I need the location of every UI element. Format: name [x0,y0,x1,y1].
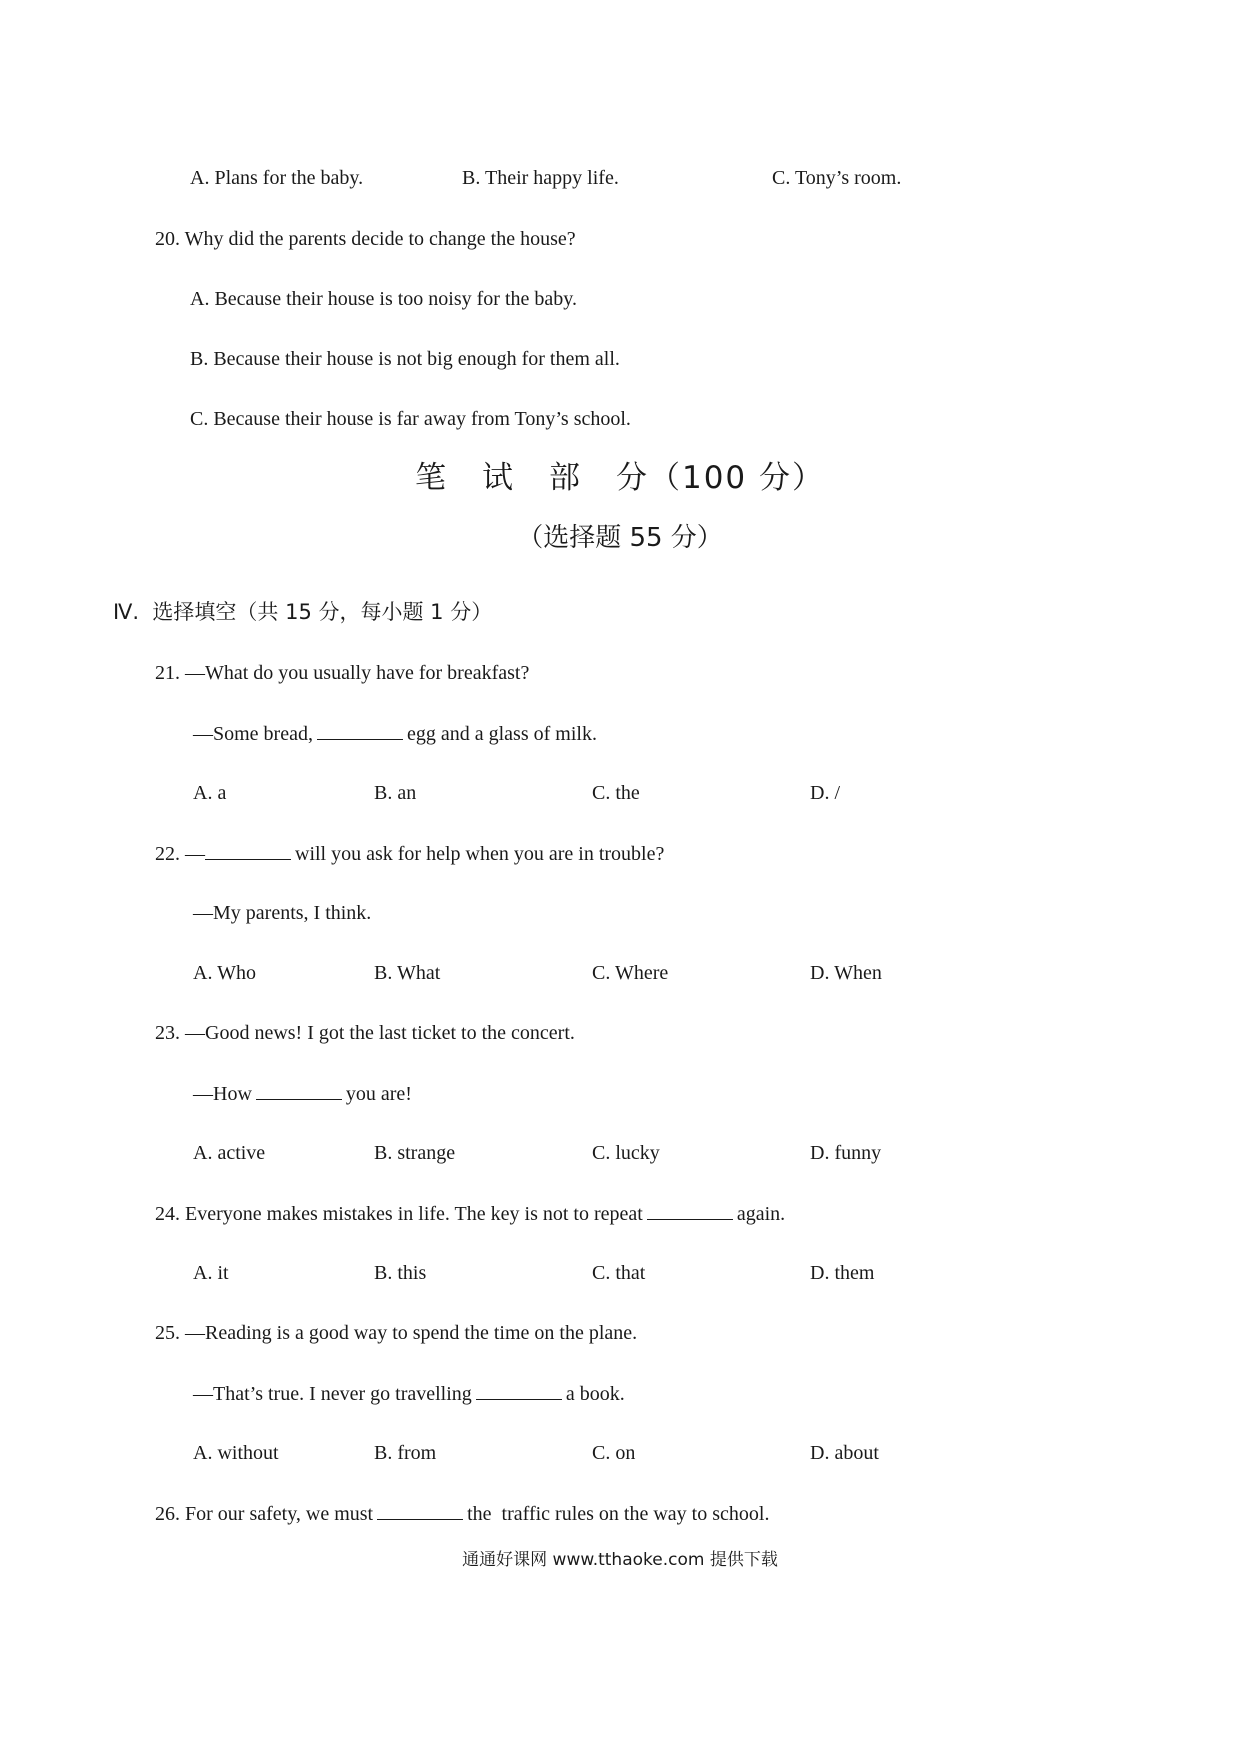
q21-line2 [193,721,597,746]
q22-stem [155,841,664,866]
heading-char-1: 笔 [414,460,448,496]
q22-stem-post: will you ask for help when you are in trouble? [295,843,665,865]
q25-option-c: C. on [592,1442,636,1464]
q21-stem: 21. —What do you usually have for breakfast? [155,662,530,684]
q22-option-b: B. What [374,962,441,984]
q25-line2 [193,1381,625,1406]
answer-blank [476,1381,562,1400]
heading-char-3: 部 [548,460,582,496]
q22-line2: —My parents, I think. [193,902,372,924]
q22-stem-pre: 22. — [155,843,205,865]
q23-option-b: B. strange [374,1142,456,1164]
choice-subtitle: （选择题 55 分） [517,523,723,553]
q21-option-a: A. a [193,782,227,804]
q23-line2-post: you are! [345,1083,412,1105]
q20-stem: 20. Why did the parents decide to change the house? [155,228,576,250]
q21-line2-pre: —Some bread, [193,723,313,745]
q20-option-b: B. Because their house is not big enough for them all. [190,348,620,370]
q26-stem-post: the traffic rules on the way to school. [467,1503,770,1525]
answer-blank [317,721,403,740]
q19-option-c: C. Tony’s room. [772,167,902,189]
q23-option-a: A. active [193,1142,266,1164]
q19-option-a: A. Plans for the baby. [190,167,364,189]
written-part-heading [0,452,1240,497]
q20-option-a: A. Because their house is too noisy for the baby. [190,288,577,310]
q23-option-c: C. lucky [592,1142,660,1164]
section-title: Ⅳ. 选择填空（共 15 分，每小题 1 分） [113,600,493,624]
q25-line2-pre: —That’s true. I never go travelling [193,1383,472,1405]
answer-blank [205,841,291,860]
q20-option-c: C. Because their house is far away from Tony’s school. [190,408,631,430]
q23-line2-pre: —How [193,1083,252,1105]
q26-stem-pre: 26. For our safety, we must [155,1503,374,1525]
answer-blank [377,1501,463,1520]
q21-option-d: D. / [810,782,840,804]
q22-option-c: C. Where [592,962,669,984]
q22-option-d: D. When [810,962,882,984]
q25-option-a: A. without [193,1442,279,1464]
q25-line2-post: a book. [565,1383,625,1405]
q25-stem: 25. —Reading is a good way to spend the time on the plane. [155,1322,638,1344]
heading-char-2: 试 [481,460,515,496]
q21-option-b: B. an [374,782,417,804]
q24-option-b: B. this [374,1262,427,1284]
answer-blank [647,1201,733,1220]
q26-stem [155,1501,769,1526]
q21-line2-post: egg and a glass of milk. [406,723,597,745]
q23-line2 [193,1081,412,1106]
q25-option-d: D. about [810,1442,879,1464]
q21-option-c: C. the [592,782,640,804]
q24-option-c: C. that [592,1262,646,1284]
heading-char-4: 分（100 分） [615,460,826,496]
q23-stem: 23. —Good news! I got the last ticket to the concert. [155,1022,575,1044]
q24-option-a: A. it [193,1262,229,1284]
q22-option-a: A. Who [193,962,256,984]
q24-stem-pre: 24. Everyone makes mistakes in life. The key is not to repeat [155,1203,643,1225]
q25-option-b: B. from [374,1442,437,1464]
q24-stem-post: again. [736,1203,786,1225]
q24-stem [155,1201,785,1226]
q24-option-d: D. them [810,1262,875,1284]
answer-blank [256,1081,342,1100]
q23-option-d: D. funny [810,1142,882,1164]
q19-option-b: B. Their happy life. [462,167,619,189]
page-footer: 通通好课网 www.tthaoke.com 提供下载 [462,1550,778,1570]
